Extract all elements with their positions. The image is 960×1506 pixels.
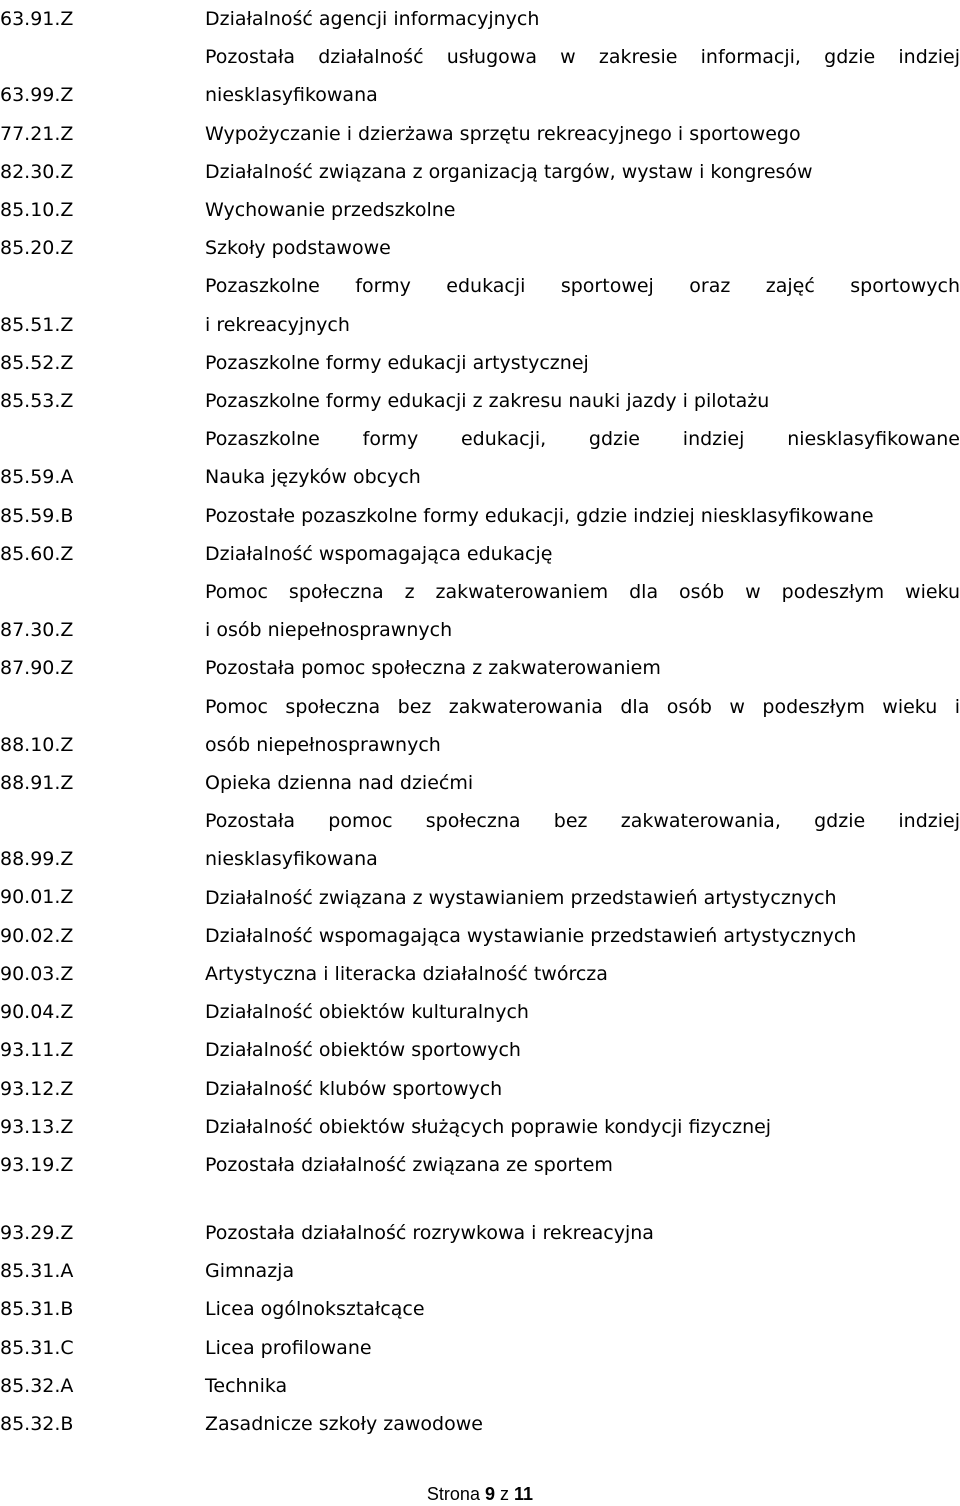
pkd-list-part-2	[0, 1214, 960, 1443]
activity-code: 90.04.Z	[0, 1001, 74, 1024]
activity-code: 85.59.A	[0, 466, 74, 489]
list-item	[0, 764, 960, 802]
activity-description	[205, 38, 960, 114]
activity-code: 87.90.Z	[0, 657, 74, 680]
list-item	[0, 382, 960, 420]
activity-description	[205, 497, 960, 535]
description-line: Wychowanie przedszkolne	[205, 199, 456, 221]
list-item	[0, 802, 960, 878]
description-line: Pomoc społeczna z zakwaterowaniem dla osób w podeszłym wieku	[205, 580, 960, 603]
list-item	[0, 229, 960, 267]
activity-code: 85.52.Z	[0, 351, 74, 374]
activity-code: 93.11.Z	[0, 1039, 74, 1062]
activity-description	[205, 1367, 960, 1405]
footer-of: z	[500, 1484, 510, 1504]
description-line: Pomoc społeczna bez zakwaterowania dla osób w podeszłym wieku i	[205, 695, 960, 718]
activity-code: 85.32.A	[0, 1374, 74, 1397]
list-item	[0, 1329, 960, 1367]
list-item	[0, 153, 960, 191]
activity-description	[205, 115, 960, 153]
activity-description	[205, 955, 960, 993]
activity-code: 85.60.Z	[0, 542, 74, 565]
list-item	[0, 1252, 960, 1290]
description-line: Technika	[205, 1374, 288, 1397]
activity-code: 85.20.Z	[0, 237, 74, 260]
footer-total-pages: 11	[514, 1484, 534, 1504]
description-line: Zasadnicze szkoły zawodowe	[205, 1413, 483, 1436]
activity-code: 88.10.Z	[0, 733, 74, 756]
activity-code: 85.53.Z	[0, 389, 74, 412]
activity-description	[205, 764, 960, 802]
activity-description	[205, 382, 960, 420]
activity-description	[205, 229, 960, 267]
list-item	[0, 1146, 960, 1184]
list-item	[0, 1214, 960, 1252]
description-line: i rekreacyjnych	[205, 313, 350, 336]
activity-description	[205, 1031, 960, 1069]
description-line: Pozaszkolne formy edukacji z zakresu nauki jazdy i pilotażu	[205, 389, 770, 412]
list-item	[0, 267, 960, 343]
page-footer	[0, 1482, 960, 1506]
activity-code: 93.19.Z	[0, 1153, 74, 1176]
activity-code: 93.13.Z	[0, 1115, 74, 1138]
activity-code: 85.59.B	[0, 504, 74, 527]
description-line: Działalność obiektów sportowych	[205, 1039, 521, 1062]
description-line: Działalność obiektów służących poprawie kondycji fizycznej	[205, 1115, 772, 1138]
footer-word: Strona	[426, 1484, 480, 1504]
list-item	[0, 1405, 960, 1443]
activity-description	[205, 917, 960, 955]
list-item	[0, 917, 960, 955]
activity-description	[205, 1070, 960, 1108]
activity-code: 85.51.Z	[0, 313, 74, 336]
footer-page-number: 9	[484, 1484, 495, 1504]
description-line: i osób niepełnosprawnych	[205, 619, 453, 642]
description-line: Działalność wspomagająca edukację	[205, 542, 553, 565]
activity-description	[205, 993, 960, 1031]
activity-code: 85.31.B	[0, 1298, 74, 1321]
description-line: Działalność wspomagająca wystawianie przedstawień artystycznych	[205, 924, 857, 947]
list-item	[0, 1070, 960, 1108]
activity-description	[205, 688, 960, 764]
list-item	[0, 649, 960, 687]
activity-description	[205, 1214, 960, 1252]
list-item	[0, 878, 960, 916]
description-line: Pozostała pomoc społeczna bez zakwaterowania, gdzie indziej	[205, 810, 960, 833]
description-line: Pozostałe pozaszkolne formy edukacji, gdzie indziej niesklasyfikowane	[205, 504, 874, 527]
list-item	[0, 497, 960, 535]
list-item	[0, 955, 960, 993]
list-item	[0, 1367, 960, 1405]
activity-code: 93.12.Z	[0, 1077, 74, 1100]
activity-code: 77.21.Z	[0, 122, 74, 145]
activity-code: 88.91.Z	[0, 771, 74, 794]
list-item	[0, 1108, 960, 1146]
activity-code: 88.99.Z	[0, 848, 74, 871]
activity-description	[205, 153, 960, 191]
activity-code: 90.03.Z	[0, 962, 74, 985]
activity-code: 63.99.Z	[0, 84, 74, 107]
activity-description	[205, 1252, 960, 1290]
description-line: Szkoły podstawowe	[205, 237, 391, 260]
activity-code: 90.01.Z	[0, 886, 74, 909]
activity-description	[205, 649, 960, 687]
activity-description	[205, 1329, 960, 1367]
description-line: Gimnazja	[205, 1260, 295, 1283]
description-line: Pozostała działalność związana ze sportem	[205, 1153, 613, 1176]
description-line: Pozostała pomoc społeczna z zakwaterowaniem	[205, 657, 661, 680]
list-item	[0, 38, 960, 114]
description-line: Działalność związana z wystawianiem przedstawień artystycznych	[205, 886, 837, 909]
description-line: Licea ogólnokształcące	[205, 1298, 425, 1321]
list-item	[0, 344, 960, 382]
description-line: niesklasyfikowana	[205, 84, 378, 107]
list-item	[0, 1290, 960, 1328]
list-item	[0, 115, 960, 153]
description-line: osób niepełnosprawnych	[205, 733, 441, 756]
description-line: Nauka języków obcych	[205, 466, 421, 489]
description-line: Działalność związana z organizacją targów, wystaw i kongresów	[205, 160, 813, 183]
activity-code: 85.10.Z	[0, 198, 74, 221]
activity-code: 85.32.B	[0, 1413, 74, 1436]
activity-description	[205, 1146, 960, 1184]
description-line: Pozaszkolne formy edukacji artystycznej	[205, 351, 589, 374]
list-item	[0, 191, 960, 229]
activity-description	[205, 535, 960, 573]
description-line: Działalność agencji informacyjnych	[205, 8, 540, 31]
activity-code: 85.31.A	[0, 1260, 74, 1283]
activity-description	[205, 1405, 960, 1443]
activity-code: 93.29.Z	[0, 1222, 74, 1244]
activity-description	[205, 573, 960, 649]
activity-description	[205, 0, 960, 38]
description-line: Pozostała działalność usługowa w zakresie informacji, gdzie indziej	[205, 46, 960, 69]
activity-code: 82.30.Z	[0, 160, 74, 183]
activity-description	[205, 879, 960, 917]
activity-description	[205, 267, 960, 343]
description-line: Wypożyczanie i dzierżawa sprzętu rekreacyjnego i sportowego	[205, 122, 801, 145]
description-line: Pozaszkolne formy edukacji, gdzie indziej niesklasyfikowane	[205, 428, 960, 451]
list-item	[0, 1031, 960, 1069]
description-line: Pozostała działalność rozrywkowa i rekreacyjna	[205, 1222, 654, 1245]
list-item	[0, 993, 960, 1031]
description-line: Artystyczna i literacka działalność twórcza	[205, 962, 608, 985]
activity-code: 63.91.Z	[0, 8, 74, 30]
activity-description	[205, 420, 960, 496]
activity-description	[205, 191, 960, 229]
activity-code: 87.30.Z	[0, 619, 74, 642]
activity-code: 90.02.Z	[0, 924, 74, 947]
description-line: Opieka dzienna nad dziećmi	[205, 771, 474, 794]
list-item	[0, 573, 960, 649]
description-line: Licea profilowane	[205, 1336, 372, 1359]
description-line: Działalność klubów sportowych	[205, 1077, 503, 1100]
list-item	[0, 688, 960, 764]
activity-description	[205, 1290, 960, 1328]
description-line: Działalność obiektów kulturalnych	[205, 1001, 529, 1024]
activity-description	[205, 1108, 960, 1146]
list-item	[0, 420, 960, 496]
description-line: Pozaszkolne formy edukacji sportowej oraz zajęć sportowych	[205, 275, 960, 298]
list-item	[0, 535, 960, 573]
activity-code: 85.31.C	[0, 1336, 74, 1359]
activity-description	[205, 344, 960, 382]
list-item	[0, 0, 960, 38]
activity-description	[205, 802, 960, 878]
description-line: niesklasyfikowana	[205, 848, 378, 871]
